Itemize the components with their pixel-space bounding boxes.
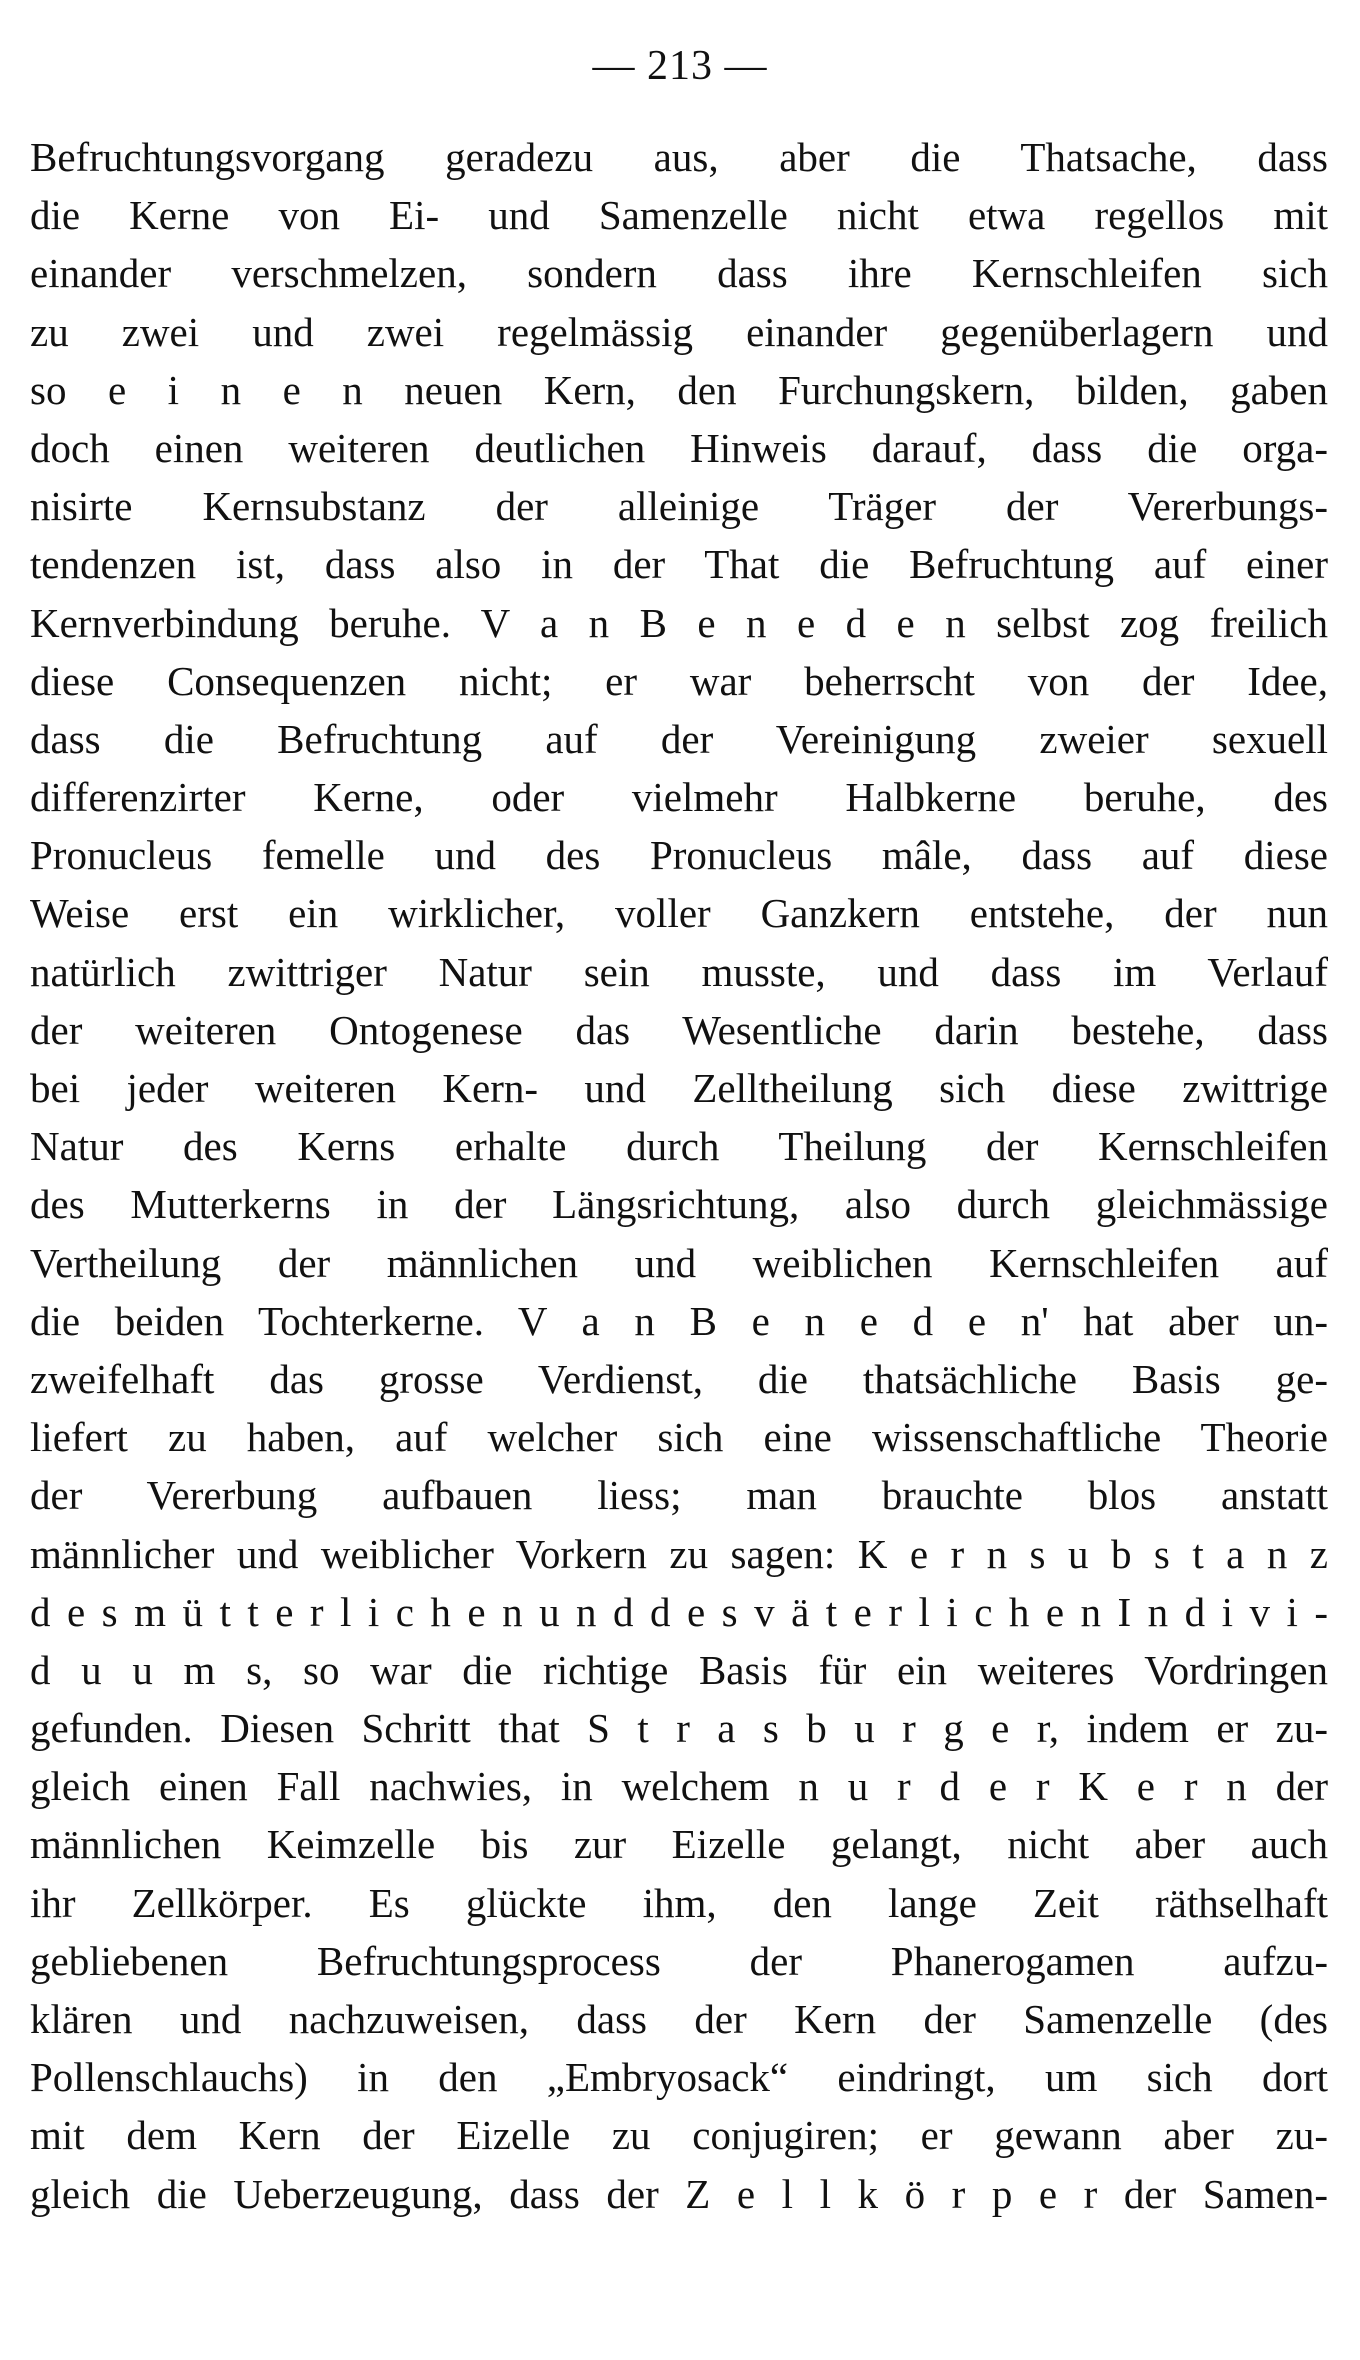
text-line: dass die Befruchtung auf der Vereinigung zweier sexuell: [30, 715, 1328, 762]
text-line: ihr Zellkörper. Es glückte ihm, den lange Zeit räthselhaft: [30, 1879, 1328, 1926]
text-line: natürlich zwittriger Natur sein musste, und dass im Verlauf: [30, 948, 1328, 995]
text-line: gleich einen Fall nachwies, in welchem n u r d e r K e r n der: [30, 1763, 1328, 1810]
text-line: Pronucleus femelle und des Pronucleus mâle, dass auf diese: [30, 832, 1328, 879]
body-text: [30, 128, 1328, 2223]
text-line: d e s m ü t t e r l i c h e n u n d d e s v ä t e r l i c h e n I n d i v i -: [30, 1588, 1328, 1635]
text-line: zweifelhaft das grosse Verdienst, die thatsächliche Basis ge-: [30, 1355, 1328, 1402]
text-line: bei jeder weiteren Kern- und Zelltheilung sich diese zwittrige: [30, 1065, 1328, 1111]
text-line: Vertheilung der männlichen und weiblichen Kernschleifen auf: [30, 1239, 1328, 1286]
text-line: liefert zu haben, auf welcher sich eine wissenschaftliche Theorie: [30, 1414, 1328, 1461]
text-line: Weise erst ein wirklicher, voller Ganzkern entstehe, der nun: [30, 890, 1328, 937]
text-line: der Vererbung aufbauen liess; man brauchte blos anstatt: [30, 1472, 1328, 1519]
text-line: einander verschmelzen, sondern dass ihre Kernschleifen sich: [30, 250, 1328, 297]
text-line: der weiteren Ontogenese das Wesentliche darin bestehe, dass: [30, 1006, 1328, 1053]
text-line: Natur des Kerns erhalte durch Theilung der Kernschleifen: [30, 1123, 1328, 1170]
text-line: differenzirter Kerne, oder vielmehr Halbkerne beruhe, des: [30, 774, 1328, 821]
text-line: Befruchtungsvorgang geradezu aus, aber die Thatsache, dass: [30, 134, 1328, 180]
text-line: klären und nachzuweisen, dass der Kern der Samenzelle (des: [30, 1996, 1328, 2042]
text-line: d u u m s, so war die richtige Basis für ein weiteres Vordringen: [30, 1646, 1328, 1693]
text-line: tendenzen ist, dass also in der That die Befruchtung auf einer: [30, 541, 1328, 588]
text-line: gleich die Ueberzeugung, dass der Z e l l k ö r p e r der Samen-: [30, 2170, 1328, 2217]
text-line: gefunden. Diesen Schritt that S t r a s b u r g e r, indem er zu-: [30, 1705, 1328, 1752]
text-line: doch einen weiteren deutlichen Hinweis darauf, dass die orga-: [30, 424, 1328, 471]
text-line: die Kerne von Ei- und Samenzelle nicht etwa regellos mit: [30, 192, 1328, 239]
text-line: zu zwei und zwei regelmässig einander gegenüberlagern und: [30, 308, 1328, 355]
text-line: männlichen Keimzelle bis zur Eizelle gelangt, nicht aber auch: [30, 1821, 1328, 1868]
text-line: nisirte Kernsubstanz der alleinige Träger der Vererbungs-: [30, 483, 1328, 530]
text-line: diese Consequenzen nicht; er war beherrscht von der Idee,: [30, 657, 1328, 704]
text-line: gebliebenen Befruchtungsprocess der Phanerogamen aufzu-: [30, 1937, 1328, 1984]
text-line: Kernverbindung beruhe. V a n B e n e d e n selbst zog freilich: [30, 599, 1328, 646]
text-line: des Mutterkerns in der Längsrichtung, also durch gleichmässige: [30, 1181, 1328, 1228]
text-line: Pollenschlauchs) in den „Embryosack“ eindringt, um sich dort: [30, 2054, 1328, 2101]
text-line: so e i n e n neuen Kern, den Furchungskern, bilden, gaben: [30, 366, 1328, 413]
text-line: männlicher und weiblicher Vorkern zu sagen: K e r n s u b s t a n z: [30, 1530, 1328, 1577]
page-number: — 213 —: [592, 43, 768, 89]
text-line: die beiden Tochterkerne. V a n B e n e d e n' hat aber un-: [30, 1297, 1328, 1344]
text-line: mit dem Kern der Eizelle zu conjugiren; er gewann aber zu-: [30, 2112, 1328, 2159]
